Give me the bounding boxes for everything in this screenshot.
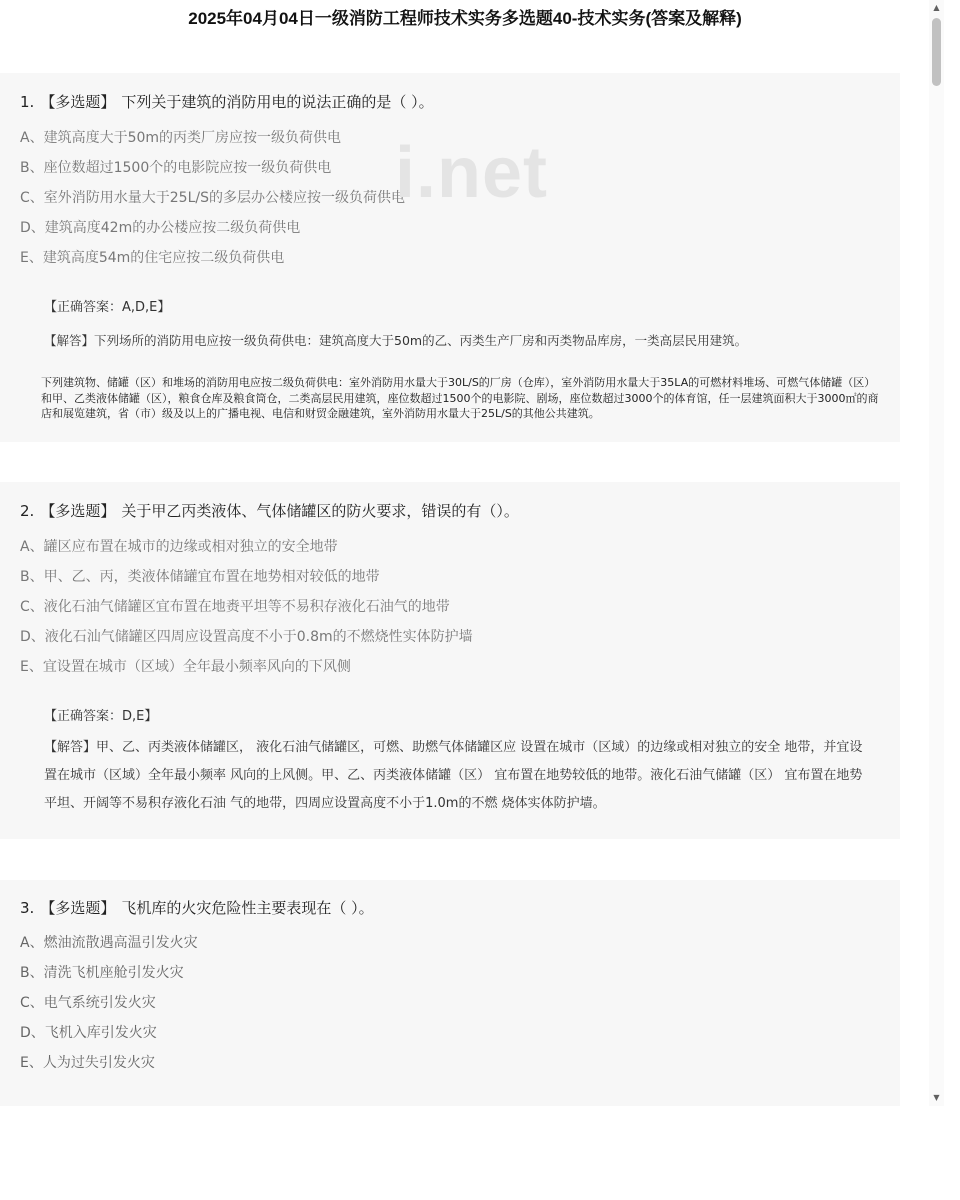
question-card: [0, 73, 900, 442]
scroll-up-arrow-icon[interactable]: ▲: [933, 3, 940, 12]
question-text: 飞机库的火灾危险性主要表现在（ ）。: [121, 899, 374, 917]
question-number: 3.: [20, 899, 35, 917]
explanation: 【解答】甲、乙、丙类液体储罐区， 液化石油气储罐区，可燃、助燃气体储罐区应 设置在城市（区域）的边缘或相对独立的安全 地带，并宜设置在城市（区域）全年最小频率 风向的上风侧。甲、乙、丙类液体储罐（区） 宜布置在地势较低的地带。液化石油气储罐（区） 宜布置在地势平坦、开阔等不易积存液化石油 气的地带，四周应设置高度不小于1.0m的不燃 烧体实体防护墙。: [44, 740, 863, 811]
page-title: 2025年04月04日一级消防工程师技术实务多选题40-技术实务(答案及解释): [188, 9, 742, 28]
question-type: 【多选题】: [40, 93, 116, 111]
option-e[interactable]: E、宜设置在城市（区域）全年最小频率风向的下风侧: [20, 659, 351, 675]
correct-answer: 【正确答案：D,E】: [44, 709, 158, 724]
question-number: 1.: [20, 93, 35, 111]
question-type: 【多选题】: [40, 899, 116, 917]
question-type: 【多选题】: [40, 502, 116, 520]
option-b[interactable]: B、清洗飞机座舱引发火灾: [20, 965, 184, 981]
scroll-thumb[interactable]: [932, 18, 941, 86]
scroll-down-arrow-icon[interactable]: ▼: [933, 1093, 940, 1102]
question-card: [0, 482, 900, 839]
question-number: 2.: [20, 502, 35, 520]
option-e[interactable]: E、人为过失引发火灾: [20, 1055, 155, 1071]
watermark: i.net: [395, 133, 549, 213]
correct-answer: 【正确答案：A,D,E】: [44, 300, 171, 315]
explanation: 【解答】下列场所的消防用电应按一级负荷供电：建筑高度大于50m的乙、丙类生产厂房和丙类物品库房，一类高层民用建筑。: [44, 333, 748, 348]
question-title: [20, 897, 374, 918]
option-b[interactable]: B、甲、乙、丙，类液体储罐宜布置在地势相对较低的地带: [20, 569, 380, 585]
option-d[interactable]: D、飞机入库引发火灾: [20, 1025, 157, 1041]
question-text: 下列关于建筑的消防用电的说法正确的是（ ）。: [121, 93, 434, 111]
option-c[interactable]: C、液化石油气储罐区宜布置在地赉平坦等不易积存液化石油气的地带: [20, 599, 450, 615]
question-title: [20, 500, 519, 521]
option-d[interactable]: D、建筑高度42m的办公楼应按二级负荷供电: [20, 220, 301, 236]
question-text: 关于甲乙丙类液体、气体储罐区的防火要求，错误的有（）。: [121, 502, 519, 520]
option-c[interactable]: C、室外消防用水量大于25L/S的多层办公楼应按一级负荷供电: [20, 190, 405, 206]
explanation-extra: 下列建筑物、储罐（区）和堆场的消防用电应按二级负荷供电：室外消防用水量大于30L/S的厂房（仓库），室外消防用水量大于35LA的可燃材料堆场、可燃气体储罐（区）和甲、乙类液体储罐（区），粮食仓库及粮食筒仓，二类高层民用建筑，座位数超过1500个的电影院、剧场，座位数超过3000个的体育馆，任一层建筑面积大于3000㎡的商店和展览建筑，省（市）级及以上的广播电视、电信和财贸金融建筑，室外消防用水量大于25L/S的其他公共建筑。: [41, 376, 879, 420]
option-e[interactable]: E、建筑高度54m的住宅应按二级负荷供电: [20, 250, 285, 266]
option-c[interactable]: C、电气系统引发火灾: [20, 995, 156, 1011]
option-a[interactable]: A、罐区应布置在城市的边缘或相对独立的安全地带: [20, 539, 338, 555]
vertical-scrollbar[interactable]: [929, 0, 944, 1106]
question-title: [20, 91, 434, 112]
question-card: [0, 880, 900, 1106]
option-b[interactable]: B、座位数超过1500个的电影院应按一级负荷供电: [20, 160, 332, 176]
option-a[interactable]: A、建筑高度大于50m的丙类厂房应按一级负荷供电: [20, 130, 342, 146]
option-d[interactable]: D、液化石汕气储罐区四周应设置高度不小于0.8m的不燃烧性实体防护墙: [20, 629, 473, 645]
option-a[interactable]: A、燃油流散遇高温引发火灾: [20, 935, 198, 951]
